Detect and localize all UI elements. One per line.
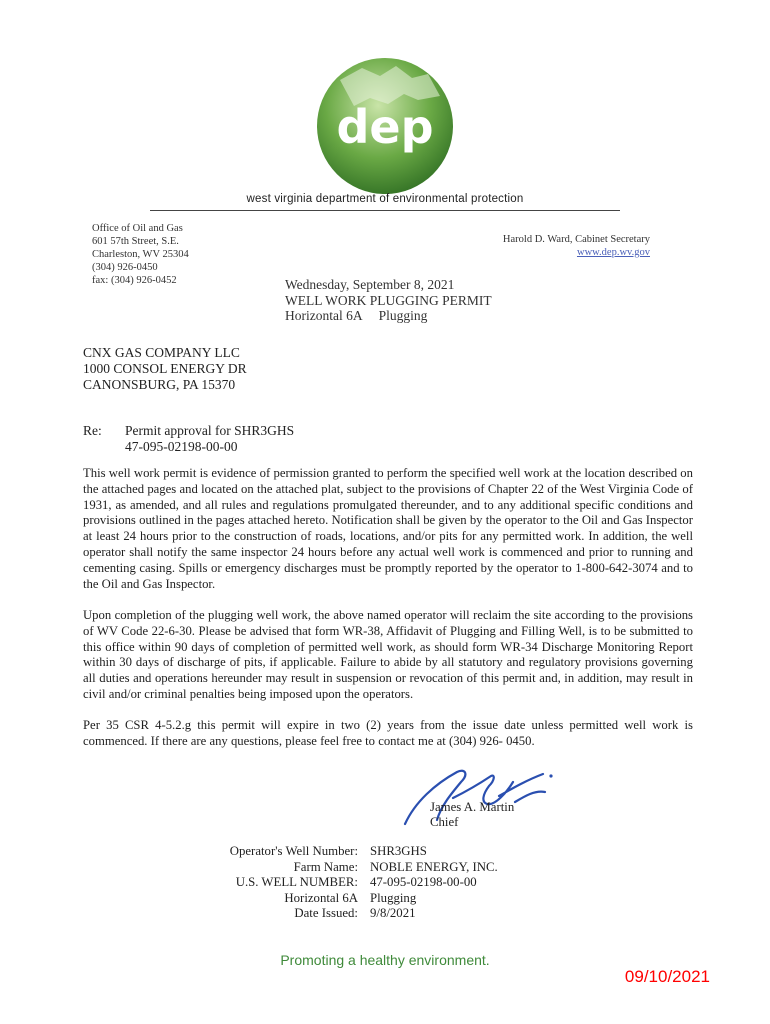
permit-title: WELL WORK PLUGGING PERMIT [285,292,492,308]
website-link[interactable]: www.dep.wv.gov [576,247,650,258]
date-line: Wednesday, September 8, 2021 [285,277,455,292]
office-line: (304) 926-0450 [92,262,158,273]
field-value: NOBLE ENERGY, INC. [370,859,498,874]
address-line: 1000 CONSOL ENERGY DR [83,361,247,376]
logo-text: dep [336,100,434,154]
body-paragraph: Upon completion of the plugging well work, the above named operator will reclaim the site according to the provisions of WV Code 22-6-30. Please be advised that form WR-38, Affidavit of Plugging and Filling Well, is to be submitted to this office within 90 days of completion of permitted well work, as should form WR-34 Discharge Monitoring Report within 30 days of discharge of pits, if applicable. Failure to abide by all statutory and regulatory provisions governing all duties and operations hereunder may result in suspension or revocation of this permit and, in addition, may result in civil and/or criminal penalties being imposed upon the operators. [83,608,693,701]
field-value: SHR3GHS [370,844,427,858]
re-api-number: 47-095-02198-00-00 [125,439,238,454]
office-line: Charleston, WV 25304 [92,249,189,260]
permit-type: Horizontal 6A [285,308,363,323]
secretary-block [503,233,650,259]
signer-title: Chief [430,815,459,829]
field-value: 9/8/2021 [370,906,416,921]
field-row [150,891,498,907]
permit-fields [150,844,498,922]
address-line: CNX GAS COMPANY LLC [83,345,240,360]
field-row [150,906,498,922]
received-date-stamp: 09/10/2021 [624,967,710,986]
field-label: Farm Name: [293,859,358,874]
permit-heading [285,277,492,324]
office-address-block [92,222,189,287]
re-text: Permit approval for SHR3GHS [125,423,295,438]
re-block [83,423,294,455]
agency-line: west virginia department of environmental protection [246,193,524,205]
recipient-address [83,345,247,393]
field-value: 47-095-02198-00-00 [370,875,477,890]
dep-logo-icon [300,48,470,198]
signer-block [430,800,514,830]
field-label: Operator's Well Number: [229,844,358,858]
body-paragraph: This well work permit is evidence of permission granted to perform the specified well work at the location described on the attached pages and located on the attached plat, subject to the provisions of Chapter 22 of the West Virginia Code of 1931, as amended, and all rules and regulations promulgated thereunder, and to any additional specific conditions and provisions outlined in the pages attached hereto. Notification shall be given by the operator to the Oil and Gas Inspector at least 24 hours prior to the construction of roads, locations, and/or pits for any permitted work. In addition, the well operator shall notify the same inspector 24 hours before any actual well work is commenced and prior to running and cementing casing. Spills or emergency discharges must be promptly reported by the operator to 1-800-642-3074 and to the Oil and Gas Inspector. [83,466,693,591]
header-divider [150,210,620,211]
office-line: fax: (304) 926-0452 [92,275,177,286]
field-label: U.S. WELL NUMBER: [235,875,358,890]
footer-slogan: Promoting a healthy environment. [280,952,490,968]
signer-name: James A. Martin [430,800,515,814]
re-label: Re: [83,423,102,438]
office-line: Office of Oil and Gas [92,223,183,234]
field-row [150,875,498,891]
office-line: 601 57th Street, S.E. [92,236,179,247]
body-paragraph: Per 35 CSR 4-5.2.g this permit will expire in two (2) years from the issue date unless permitted well work is commenced. If there are any questions, please feel free to contact me at (304) 926- 0450. [83,718,693,748]
field-row [150,844,498,860]
field-row [150,860,498,876]
field-label: Horizontal 6A [284,890,358,905]
permit-work: Plugging [378,308,428,323]
field-value: Plugging [370,890,417,905]
field-label: Date Issued: [294,906,358,921]
address-line: CANONSBURG, PA 15370 [83,377,236,392]
secretary-name: Harold D. Ward, Cabinet Secretary [502,234,650,245]
